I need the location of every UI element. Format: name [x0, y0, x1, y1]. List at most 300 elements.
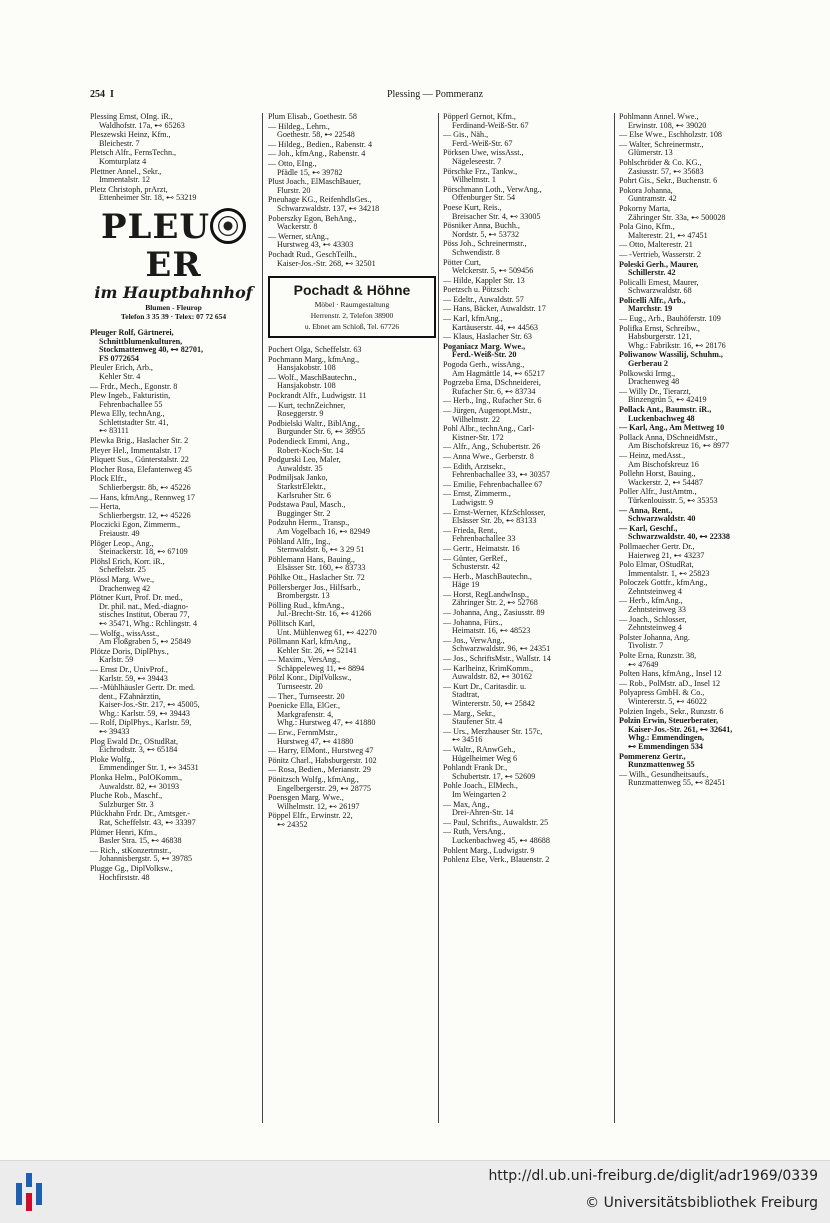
entry-detail-line: Sternwaldstr. 6, ⊷ 3 29 51 — [277, 546, 365, 555]
entry-name-line: Podmiljsak Janko, — [268, 474, 328, 483]
entry-name-line: Pörschmann Loth., VerwAng., — [443, 185, 542, 194]
directory-entry — [90, 576, 257, 593]
entry-detail-line: Burgunder Str. 6, ⊷ 38955 — [277, 428, 366, 437]
entry-name-line: Pöhland Alfr., Ing., — [268, 537, 331, 546]
directory-entry — [443, 509, 613, 526]
entry-name-line: — Horst, RegLandwInsp., — [443, 590, 529, 599]
entry-name-line: Pommerenz Gertr., — [619, 752, 686, 761]
directory-entry — [619, 315, 787, 324]
directory-entry — [268, 123, 436, 140]
directory-entry — [90, 329, 257, 363]
entry-detail-line: Welckerstr. 5, ⊷ 509456 — [452, 267, 534, 276]
directory-entry — [443, 573, 613, 590]
directory-entry — [90, 186, 257, 203]
entry-name-line: Plewka Brig., Haslacher Str. 2 — [90, 437, 189, 446]
entry-detail-line: Zehntsteinweg 4 — [628, 624, 682, 633]
entry-detail-line: Kaiser-Jos.-Str. 217, ⊷ 45005, — [99, 701, 200, 710]
entry-name-line: Pöpperl Gernot, Kfm., — [443, 113, 516, 121]
directory-entry — [268, 392, 436, 401]
directory-entry — [619, 297, 787, 314]
entry-name-line: — Heinz, medAsst., — [619, 451, 686, 460]
directory-entry — [443, 637, 613, 654]
entry-detail-line: Tivolistr. 7 — [628, 642, 664, 651]
entry-name-line: — Else Wwe., Eschholzstr. 108 — [619, 131, 722, 140]
directory-entry — [619, 223, 787, 240]
entry-name-line: Pleszewski Heinz, Kfm., — [90, 131, 171, 140]
entry-detail-line: dent., FZahnärztin, — [99, 692, 161, 701]
entry-name-line: — Gis., Näh., — [443, 131, 489, 140]
entry-name-line: Pötter Curt, — [443, 258, 481, 267]
entry-name-line: Pörschke Frz., Tankw., — [443, 167, 518, 176]
entry-detail-line: Haierweg 21, ⊷ 43237 — [628, 551, 705, 560]
entry-detail-line: Fehrenbachallee 33, ⊷ 30357 — [452, 471, 550, 480]
entry-detail-line: ⊷ 83111 — [99, 427, 129, 436]
directory-entry — [268, 638, 436, 655]
directory-entry — [268, 456, 436, 473]
entry-detail-line: Glümerstr. 13 — [628, 149, 673, 158]
entry-detail-line: ⊷ 24352 — [277, 820, 308, 829]
entry-detail-line: Wilhelmstr. 22 — [452, 415, 500, 424]
entry-name-line: — Gertr., Heimatstr. 16 — [443, 544, 520, 553]
directory-entry — [90, 437, 257, 446]
entry-detail-line: Brombergstr. 13 — [277, 592, 330, 601]
entry-name-line: Plust Joach., ElMaschBauer, — [268, 178, 361, 187]
entry-name-line: Plog Ewald Dr., OStudRat, — [90, 737, 179, 746]
entry-name-line: Pochmann Marg., kfmAng., — [268, 355, 360, 364]
directory-entry — [268, 178, 436, 195]
entry-detail-line: Wilhelmstr. 1 — [452, 176, 496, 185]
entry-name-line: Plum Elisab., Goethestr. 58 — [268, 113, 357, 121]
entry-name-line: — Edeltr., Auwaldstr. 57 — [443, 295, 524, 304]
entry-name-line: Pohlandt Frank Dr., — [443, 764, 508, 773]
entry-name-line: — Eug., Arb., Bauhöferstr. 109 — [619, 315, 721, 324]
entry-detail-line: Wackerstr. 8 — [277, 223, 318, 232]
entry-detail-line: Elsässer Str. 2b, ⊷ 83133 — [452, 517, 537, 526]
directory-entry — [443, 782, 613, 799]
entry-detail-line: Immentalstr. 12 — [99, 176, 150, 185]
entry-detail-line: Auwaldstr. 82, ⊷ 30162 — [452, 673, 533, 682]
directory-entry — [268, 729, 436, 746]
entry-detail-line: Hurstweg 43, ⊷ 43303 — [277, 241, 354, 250]
directory-entry — [443, 425, 613, 442]
entry-name-line: — Rob., PolMstr. aD., Insel 12 — [619, 679, 721, 688]
directory-entry — [443, 828, 613, 845]
directory-entry — [443, 397, 613, 406]
directory-entry — [619, 113, 787, 130]
entry-detail-line: Am Hagmättle 14, ⊷ 65217 — [452, 369, 545, 378]
entry-detail-line: Wilhelmstr. 12, ⊷ 26197 — [277, 802, 360, 811]
entry-detail-line: Karlstr. 59 — [99, 656, 134, 665]
entry-name-line: Pola Gino, Kfm., — [619, 223, 675, 232]
entry-detail-line: Luckenbachweg 48 — [628, 414, 695, 423]
entry-detail-line: Stadtrat, — [452, 691, 480, 700]
entry-detail-line: Binzengrün 5, ⊷ 42419 — [628, 396, 707, 405]
entry-detail-line: Wintererstr. 50, ⊷ 25842 — [452, 700, 535, 708]
entry-detail-line: Immentalstr. 1, ⊷ 25823 — [628, 569, 710, 578]
directory-entry — [619, 616, 787, 633]
directory-entry — [619, 597, 787, 614]
entry-name-line: — Joh., kfmAng., Rabenstr. 4 — [268, 150, 366, 159]
directory-entry — [619, 680, 787, 689]
entry-name-line: Podgurski Leo, Maler, — [268, 456, 341, 465]
directory-entry — [268, 420, 436, 437]
directory-entry — [90, 383, 257, 392]
directory-entry — [90, 594, 257, 628]
entry-detail-line: Waldhofstr. 17a, ⊷ 65263 — [99, 121, 185, 130]
entry-detail-line: Robert-Koch-Str. 14 — [277, 446, 344, 455]
entry-name-line: — Anna, Rent., — [619, 506, 673, 515]
entry-detail-line: Emmendinger Str. 1, ⊷ 34531 — [99, 764, 199, 773]
entry-detail-line: Zehntsteinweg 4 — [628, 587, 682, 596]
entry-detail-line: Basler Stra. 15, ⊷ 46838 — [99, 837, 182, 846]
directory-entry — [268, 374, 436, 391]
entry-name-line: Pokorny Marta, — [619, 204, 670, 213]
pleuger-advertisement — [90, 206, 257, 321]
directory-entry — [443, 619, 613, 636]
entry-name-line: Pleyer Hel., Immentalstr. 17 — [90, 446, 182, 455]
entry-name-line: Pöllmann Karl, kfmAng., — [268, 638, 351, 647]
entry-name-line: — Karlheinz, KrimKomm., — [443, 664, 534, 673]
entry-detail-line: Häge 19 — [452, 581, 480, 590]
entry-name-line: — Hilde, Kappler Str. 13 — [443, 276, 525, 285]
directory-entry — [443, 186, 613, 203]
entry-name-line: Poloczek Gottfr., kfmAng., — [619, 579, 708, 588]
entry-name-line: Pöss Joh., Schreinermstr., — [443, 240, 527, 249]
entry-detail-line: Staufener Str. 4 — [452, 718, 503, 727]
ad-line: Telefon 3 35 39 · Telex: 07 72 654 — [120, 311, 227, 321]
entry-name-line: — Karl, kfmAng., — [443, 315, 503, 324]
directory-entry — [443, 296, 613, 305]
directory-entry — [443, 665, 613, 682]
entry-detail-line: Whg.: Fabrikstr. 16, ⊷ 28176 — [628, 341, 726, 350]
directory-entry — [443, 149, 613, 166]
directory-entry — [443, 277, 613, 286]
entry-name-line: — Jos., SchriftsMstr., Wallstr. 14 — [443, 655, 551, 664]
directory-entry — [268, 620, 436, 637]
directory-entry — [268, 150, 436, 159]
entry-name-line: — Kurt Dr., Caritasdir. u. — [443, 682, 527, 691]
directory-entry — [619, 424, 787, 433]
entry-detail-line: Rat, Scheffelstr. 43, ⊷ 33397 — [99, 819, 196, 827]
entry-detail-line: Schlierbergstr. 8b, ⊷ 45226 — [99, 484, 191, 493]
entry-name-line: Pöppel Elfr., Erwinstr. 22, — [268, 812, 353, 821]
entry-name-line: Podzuhn Herm., Transp., — [268, 519, 350, 528]
entry-detail-line: Hügelheimer Weg 6 — [452, 754, 518, 763]
entry-detail-line: Schillerstr. 42 — [628, 269, 676, 278]
directory-entry — [443, 407, 613, 424]
directory-entry — [619, 131, 787, 140]
directory-entry — [268, 747, 436, 756]
directory-entry — [268, 113, 436, 122]
entry-name-line: Plessing Ernst, OIng. iR., — [90, 113, 173, 121]
entry-name-line: — Maxim., VersAng., — [268, 656, 341, 665]
entry-name-line: — Werner, stAng., — [268, 232, 329, 241]
directory-entry — [443, 847, 613, 856]
entry-name-line: Plock Elfr., — [90, 475, 127, 484]
pleuger-logo: PLEUER — [90, 209, 257, 283]
entry-name-line: Pogrzeba Erna, DSchneiderei, — [443, 379, 541, 388]
directory-entry — [90, 756, 257, 773]
entry-detail-line: Schwarzwaldstr. 137, ⊷ 34218 — [277, 204, 380, 213]
permalink[interactable]: http://dl.ub.uni-freiburg.de/diglit/adr1969/0339 — [488, 1168, 818, 1184]
entry-name-line: — Hildeg., Bedien., Rabenstr. 4 — [268, 140, 373, 149]
entry-name-line: Plöger Leop., Ang., — [90, 539, 154, 548]
directory-entry — [443, 343, 613, 360]
directory-entry — [619, 753, 787, 770]
directory-entry — [619, 325, 787, 351]
entry-detail-line: Am Vogelbach 16, ⊷ 82949 — [277, 527, 370, 536]
entry-name-line: — Wolf., MaschBautechn., — [268, 373, 357, 382]
entry-name-line: Polkowski Irmg., — [619, 369, 676, 378]
ad-line: Herrenstr. 2, Telefon 38900 — [310, 311, 394, 321]
directory-entry — [268, 141, 436, 150]
entry-name-line: Pohle Joach., ElMech., — [443, 782, 518, 791]
entry-detail-line: Drachenweg 48 — [628, 378, 680, 387]
entry-name-line: Ploke Wolfg., — [90, 755, 135, 764]
entry-detail-line: Auwaldstr. 35 — [277, 464, 323, 473]
entry-detail-line: ⊷ Emmendingen 534 — [628, 742, 703, 751]
column-4 — [619, 113, 787, 1133]
directory-entry — [443, 240, 613, 257]
entry-detail-line: Whg.: Emmendingen, — [628, 734, 705, 743]
directory-entry — [268, 574, 436, 583]
entry-name-line: Pogoda Gerh., wissAng., — [443, 361, 525, 370]
entry-name-line: Pohlenz Else, Verk., Blauenstr. 2 — [443, 856, 550, 865]
directory-entry — [268, 438, 436, 455]
entry-detail-line: Schlierbergstr. 12, ⊷ 45226 — [99, 511, 191, 520]
directory-entry — [90, 774, 257, 791]
entry-detail-line: Unt. Mühlenweg 61, ⊷ 42270 — [277, 628, 377, 637]
entry-name-line: Polifka Ernst, Schreibw., — [619, 324, 700, 333]
entry-name-line: Poberszky Egon, BehAng., — [268, 214, 357, 223]
entry-name-line: Pollack Ant., Baumstr. iR., — [619, 406, 712, 414]
directory-entry — [268, 556, 436, 573]
ad-company-name: Pochadt & Höhne — [293, 282, 411, 299]
entry-name-line: Polster Johanna, Ang. — [619, 633, 690, 642]
entry-name-line: Pönitzsch Wolfg., kfmAng., — [268, 776, 359, 784]
entry-name-line: Polo Elmar, OStudRat, — [619, 561, 694, 570]
directory-entry — [268, 584, 436, 601]
entry-detail-line: Ettenheimer Str. 18, ⊷ 53219 — [99, 194, 197, 203]
directory-entry — [443, 113, 613, 130]
entry-detail-line: Engelbergerstr. 29, ⊷ 28775 — [277, 784, 371, 793]
library-logo-icon — [14, 1169, 50, 1215]
entry-detail-line: Sulzburger Str. 3 — [99, 800, 154, 809]
entry-name-line: Pohlmann Annel. Wwe., — [619, 113, 699, 121]
entry-name-line: Poensgen Marg. Wwe., — [268, 794, 344, 803]
directory-entry — [443, 555, 613, 572]
entry-name-line: Pochert Olga, Scheffelstr. 63 — [268, 346, 362, 355]
entry-name-line: Pollmaecher Gertr. Dr., — [619, 542, 695, 551]
directory-entry — [268, 776, 436, 793]
entry-name-line: Plössl Marg. Wwe., — [90, 575, 155, 584]
logo-emblem-icon — [210, 208, 246, 244]
entry-detail-line: Kartäuserstr. 44, ⊷ 44563 — [452, 323, 538, 332]
entry-name-line: — Anna Wwe., Gerberstr. 8 — [443, 452, 534, 461]
directory-entry — [443, 728, 613, 745]
directory-entry — [443, 259, 613, 276]
directory-entry — [443, 204, 613, 221]
directory-entry — [90, 149, 257, 166]
entry-name-line: Poleski Gerh., Maurer, — [619, 260, 699, 269]
directory-entry — [268, 356, 436, 373]
entry-name-line: — Marg., Sekr., — [443, 709, 496, 718]
pochadt-advertisement — [268, 276, 436, 338]
entry-detail-line: Malterestr. 21, ⊷ 47451 — [628, 231, 708, 240]
directory-entry — [443, 453, 613, 462]
entry-name-line: — Ther., Turnseestr. 20 — [268, 692, 345, 701]
column-rule — [438, 113, 439, 1123]
entry-name-line: Policalli Ernest, Maurer, — [619, 278, 699, 287]
entry-detail-line: Ludwigstr. 9 — [452, 498, 494, 507]
entry-name-line: Pöhlemann Hans, Bauing., — [268, 555, 355, 564]
entry-name-line: — Rolf, DiplPhys., Karlstr. 59, — [90, 719, 192, 728]
entry-name-line: Plonka Helm., PolOKomm., — [90, 774, 183, 783]
entry-name-line: Pletsch Alfr., FernsTechn., — [90, 149, 177, 158]
directory-entry — [619, 434, 787, 451]
entry-detail-line: Rufacher Str. 6, ⊷ 83734 — [452, 387, 536, 396]
directory-entry — [443, 683, 613, 709]
entry-name-line: — Emilie, Fehrenbachallee 67 — [443, 480, 543, 489]
directory-entry — [443, 490, 613, 507]
directory-entry — [619, 470, 787, 487]
entry-name-line: — Paul, Schrifts., Auwaldstr. 25 — [443, 818, 549, 827]
directory-entry — [90, 168, 257, 185]
entry-detail-line: Gerberau 2 — [628, 360, 668, 369]
entry-name-line: Podstawa Paul, Masch., — [268, 501, 346, 510]
entry-detail-line: Schubertstr. 17, ⊷ 52609 — [452, 772, 536, 781]
directory-entry — [443, 463, 613, 480]
directory-entry — [90, 494, 257, 503]
entry-detail-line: Runzmattenweg 55 — [628, 761, 695, 770]
entry-detail-line: Zehntsteinweg 33 — [628, 606, 686, 615]
entry-detail-line: Am Bischofskreuz 16 — [628, 460, 699, 469]
directory-entry — [268, 215, 436, 232]
entry-detail-line: Schwarzwaldstr. 96, ⊷ 24351 — [452, 645, 551, 654]
entry-name-line: Pollehn Horst, Bauing., — [619, 470, 696, 479]
directory-entry — [619, 579, 787, 596]
ad-line: Blumen - Fleurop — [145, 302, 202, 312]
entry-detail-line: Breisacher Str. 4, ⊷ 33005 — [452, 212, 541, 221]
directory-entry — [90, 521, 257, 538]
directory-entry — [443, 131, 613, 148]
entry-name-line: Plew Ingeb., Fakturistin, — [90, 392, 171, 401]
entry-name-line: Pletz Christoph, prArzt, — [90, 185, 168, 194]
entry-detail-line: Schlettstadter Str. 41, — [99, 418, 169, 427]
entry-name-line: — Karl, Geschf., — [619, 524, 678, 533]
entry-detail-line: Komturplatz 4 — [99, 157, 147, 166]
entry-name-line: Polten Hans, kfmAng., Insel 12 — [619, 670, 722, 679]
entry-name-line: Plewa Elly, technAng., — [90, 410, 165, 419]
entry-detail-line: Am Floßgraben 5, ⊷ 25849 — [99, 638, 191, 647]
directory-entry — [90, 364, 257, 381]
directory-entry — [619, 543, 787, 560]
column-3 — [443, 113, 613, 1133]
entry-detail-line: Drei-Ähren-Str. 14 — [452, 809, 514, 818]
ad-line: u. Ebnet am Schloß, Tel. 67726 — [304, 322, 400, 332]
directory-entry — [443, 305, 613, 314]
entry-name-line: Poese Kurt, Reis., — [443, 203, 502, 212]
directory-entry — [268, 501, 436, 518]
entry-detail-line: Fehrenbachallee 55 — [99, 400, 163, 409]
entry-name-line: — Rosa, Bedien., Merianstr. 29 — [268, 766, 371, 775]
directory-entry — [619, 261, 787, 278]
entry-detail-line: Am Bischofskreuz 16, ⊷ 8977 — [628, 442, 730, 451]
entry-name-line: Poliwanow Wassilij, Schuhm., — [619, 351, 723, 360]
directory-entry — [443, 315, 613, 332]
entry-name-line: Plöhsl Erich, Korr. iR., — [90, 557, 165, 566]
entry-detail-line: Zähringer Str. 33a, ⊷ 500028 — [628, 213, 726, 222]
directory-entry — [268, 251, 436, 268]
entry-name-line: Pockrandt Alfr., Ludwigstr. 11 — [268, 392, 367, 401]
directory-entry — [90, 113, 257, 130]
entry-name-line: Pörksen Uwe, wissAsst., — [443, 149, 524, 158]
entry-detail-line: Wintererstr. 5, ⊷ 46022 — [628, 698, 707, 706]
entry-detail-line: Ferdinand-Weiß-Str. 67 — [452, 121, 529, 130]
entry-detail-line: Im Weingarten 2 — [452, 790, 507, 799]
page-number: 254 I — [90, 89, 114, 100]
entry-name-line: — Erw., FernmMstr., — [268, 729, 338, 738]
entry-name-line: — Hans, kfmAng., Rennweg 17 — [90, 493, 195, 502]
entry-detail-line: Schusterstr. 42 — [452, 563, 500, 572]
directory-entry — [443, 333, 613, 342]
directory-entry — [90, 475, 257, 492]
directory-entry — [268, 196, 436, 213]
entry-name-line: — Herb., MaschBautechn., — [443, 572, 532, 581]
entry-detail-line: Ferd.-Weiß-Str. 67 — [452, 139, 513, 148]
entry-name-line: Pöhlke Ott., Haslacher Str. 72 — [268, 573, 365, 582]
entry-name-line: — Ernst, Zimmerm., — [443, 490, 511, 499]
entry-name-line: Pohlschröder & Co. KG., — [619, 158, 702, 167]
directory-entry — [443, 746, 613, 763]
directory-entry — [90, 810, 257, 827]
directory-entry — [268, 402, 436, 419]
directory-entry — [90, 847, 257, 864]
entry-name-line: — Hildeg., Lehrn., — [268, 122, 330, 131]
entry-detail-line: Kehler Str. 26, ⊷ 52141 — [277, 646, 357, 655]
entry-name-line: — Karl, Ang., Am Mettweg 10 — [619, 424, 725, 433]
entry-name-line: Pokora Johanna, — [619, 186, 673, 195]
entry-detail-line: ⊷ 39433 — [99, 728, 130, 737]
directory-entry — [268, 702, 436, 728]
directory-entry — [90, 684, 257, 718]
entry-name-line: Podendieck Emmi, Ang., — [268, 438, 350, 447]
entry-detail-line: Eichrodtstr. 3, ⊷ 65184 — [99, 746, 178, 755]
directory-entry — [443, 527, 613, 544]
entry-detail-line: Schwarzwaldstr. 68 — [628, 287, 692, 296]
entry-detail-line: Habsburgerstr. 121, — [628, 333, 692, 342]
entry-name-line: — Rich., stKonzertmstr., — [90, 846, 172, 855]
entry-detail-line: Markgrafenstr. 4, — [277, 710, 334, 719]
directory-entry — [90, 447, 257, 456]
directory-entry — [619, 488, 787, 505]
entry-name-line: — Frieda, Rent., — [443, 526, 498, 535]
entry-detail-line: Nägeleseestr. 7 — [452, 157, 502, 166]
directory-entry — [443, 379, 613, 396]
entry-detail-line: Karlsruher Str. 6 — [277, 491, 331, 500]
entry-detail-line: stisches Institut, Oberau 77, — [99, 611, 190, 620]
entry-name-line: — Herb., kfmAng., — [619, 597, 683, 606]
entry-detail-line: ⊷ 47649 — [628, 660, 659, 669]
entry-detail-line: Johannisbergstr. 5, ⊷ 39785 — [99, 855, 193, 864]
directory-entry — [443, 819, 613, 828]
entry-name-line: Pluche Rob., Maschf., — [90, 792, 163, 801]
entry-name-line: — Edith, Arztsekr., — [443, 462, 506, 471]
directory-entry — [90, 558, 257, 575]
entry-detail-line: Freiaustr. 49 — [99, 530, 140, 538]
directory-entry — [619, 670, 787, 679]
entry-name-line: — Joach., Schlosser, — [619, 615, 687, 624]
